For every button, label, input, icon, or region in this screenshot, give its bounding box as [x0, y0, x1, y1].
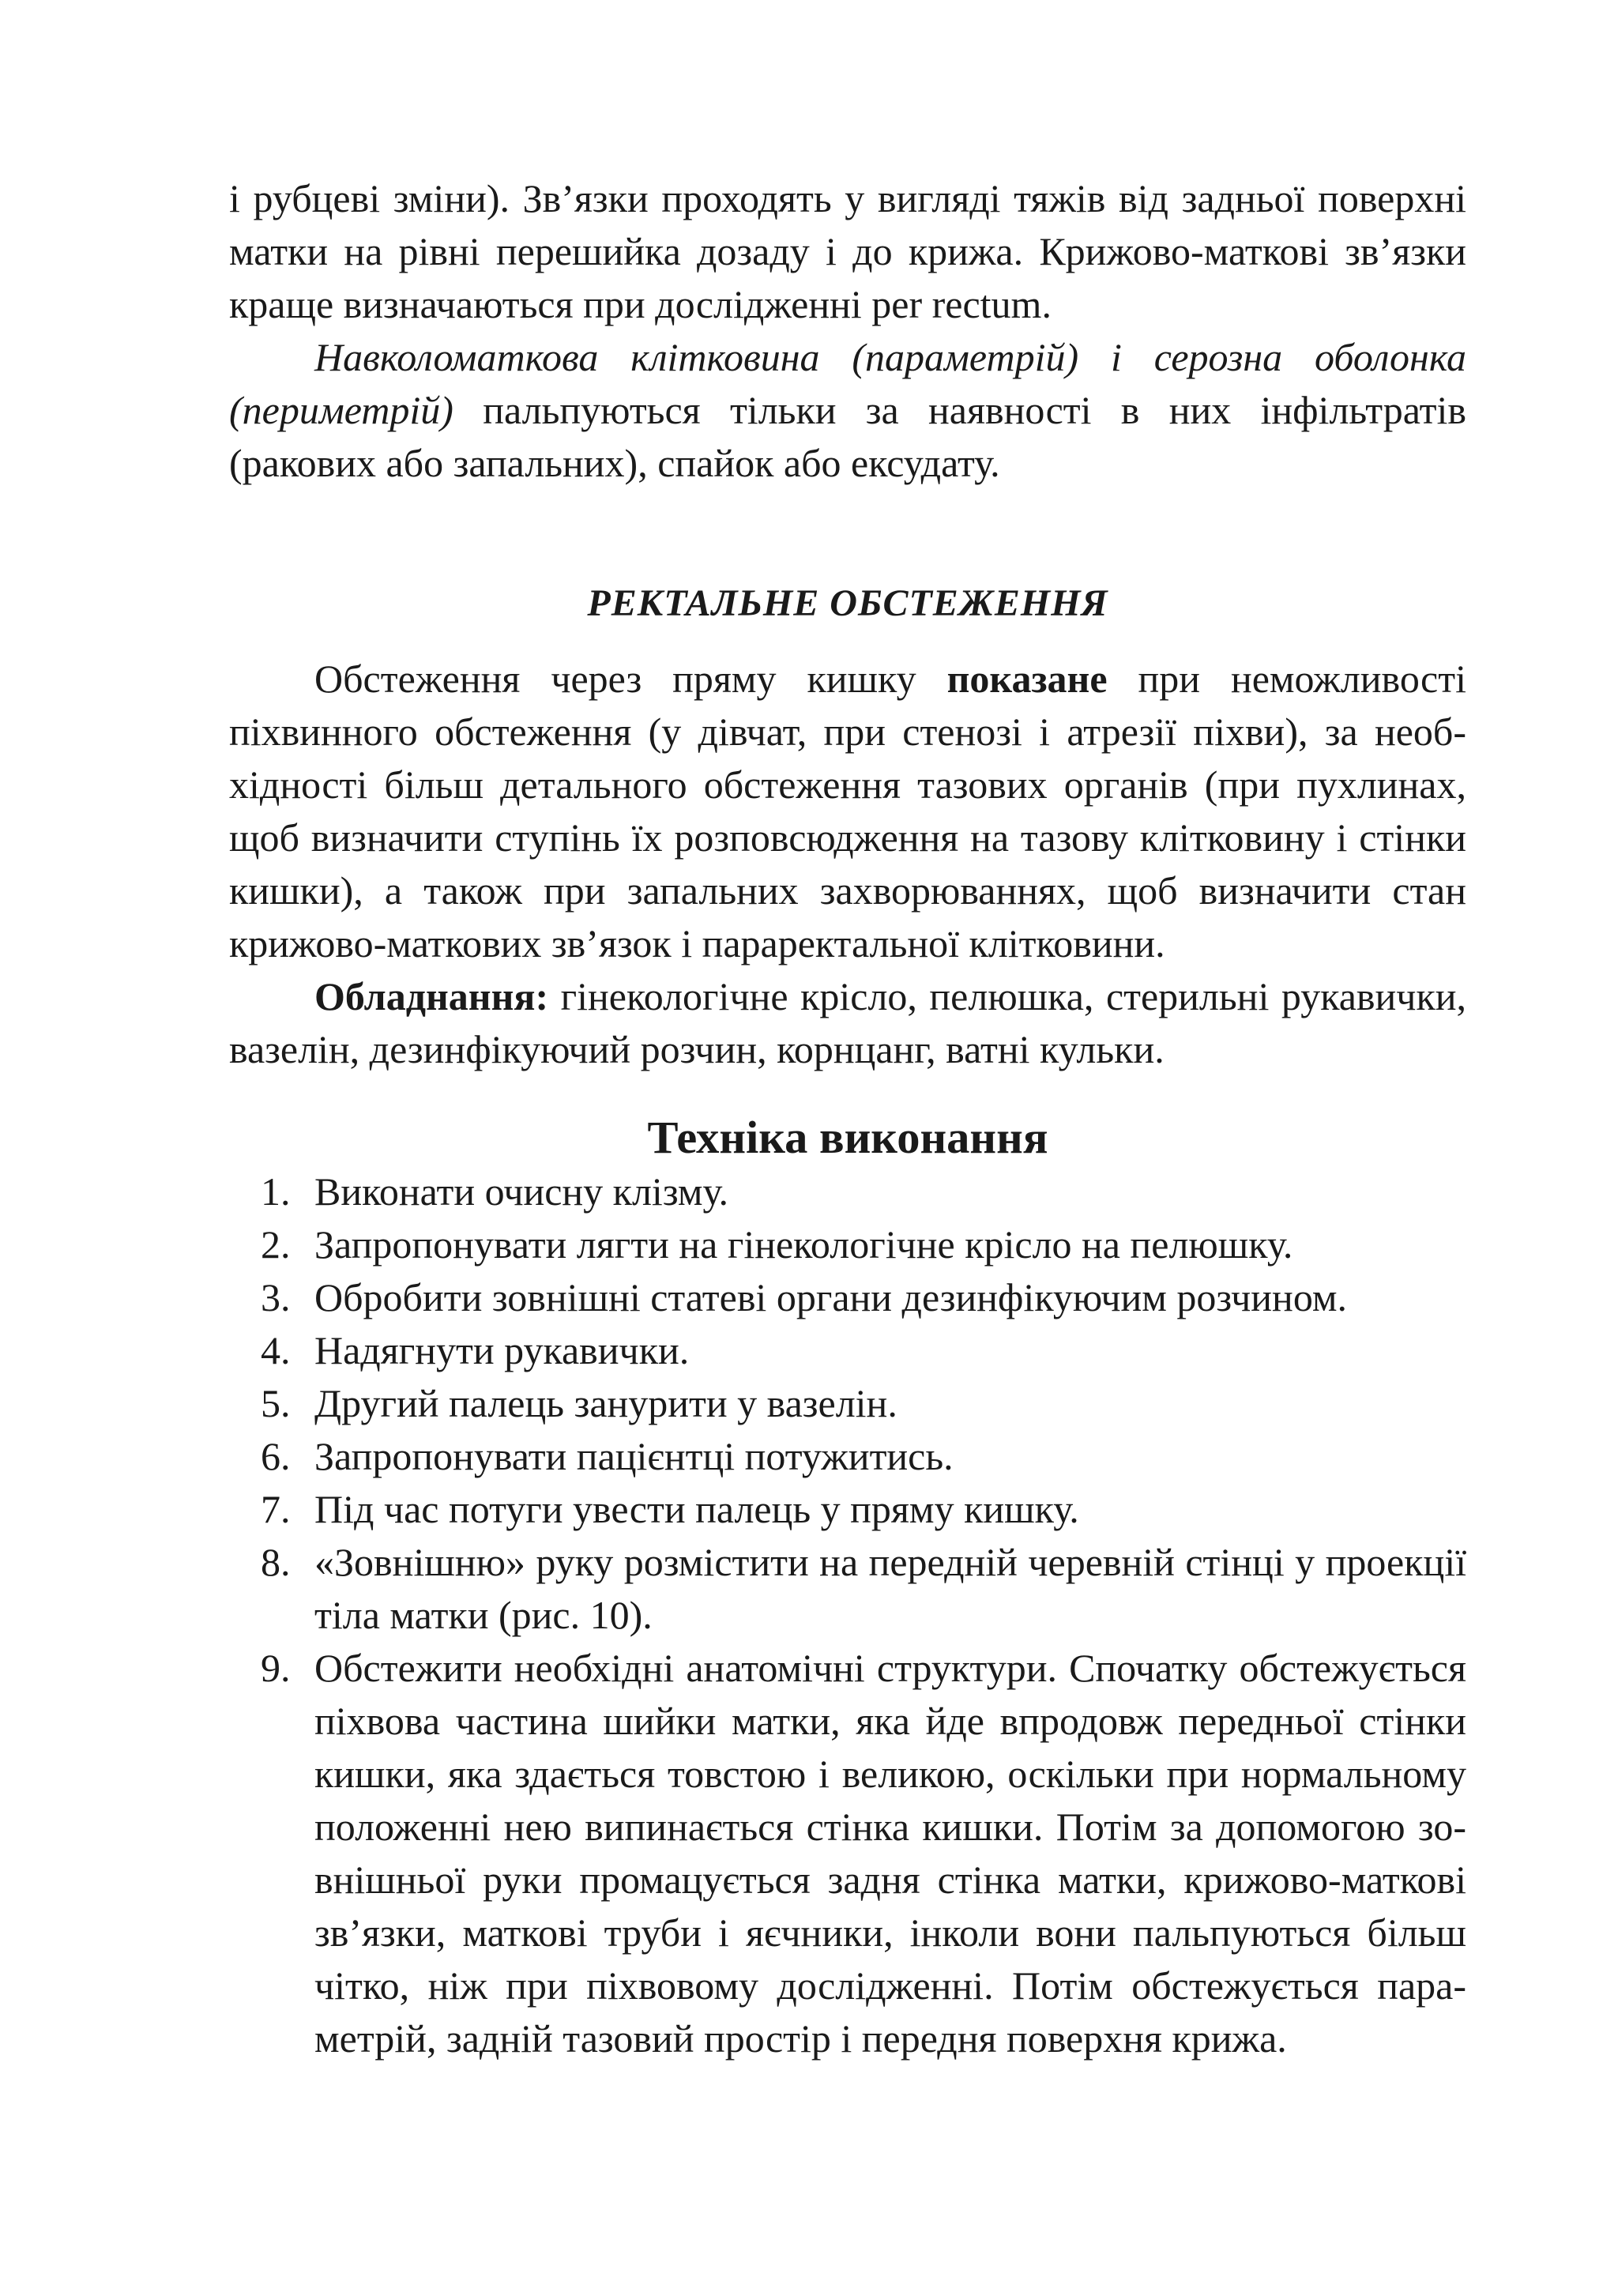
indication-paragraph	[229, 653, 1466, 970]
step-item	[229, 1642, 1466, 2065]
equipment-label: Обладнання:	[314, 974, 549, 1018]
step-item	[229, 1483, 1466, 1536]
step-item	[229, 1271, 1466, 1324]
equipment-text: гінекологічне крісло, пелюшка, стерильні рукавички, вазелін, дезинфікуючий розчин, корнцанг, ватні кульки.	[229, 974, 1466, 1071]
step-number: 1.	[261, 1169, 291, 1214]
step-number: 8.	[261, 1540, 291, 1584]
step-text: Надягнути рукавички.	[314, 1328, 690, 1372]
step-text: Обстежити необхідні анатомічні структури. Спочатку обстежується піхвова частина шийки матки, яка йде впродовж передньої стінки кишки, яка здається товстою і великою, оскільки при нормальному положенні нею випинається стінка кишки. Потім за допомогою зовнішньої руки промацується задня стінка матки, крижово-маткові зв’язки, маткові труби і яєчники, інколи вони пальпуються більш чітко, ніж при піхвовому дослідженні. Потім обстежується параметрій, задній тазовий простір і передня поверхня крижа.	[314, 1646, 1466, 2061]
step-text: Виконати очисну клізму.	[314, 1169, 728, 1214]
step-text: Під час потуги увести палець у пряму кишку.	[314, 1487, 1079, 1531]
intro-paragraph-ligaments	[229, 172, 1466, 331]
step-item	[229, 1430, 1466, 1483]
step-item	[229, 1165, 1466, 1218]
technique-steps-block	[229, 1165, 1466, 2065]
step-text: Запропонувати лягти на гінекологічне крісло на пелюшку.	[314, 1222, 1293, 1267]
indication-rest: при неможливості піхвинного обстеження (у дівчат, при стенозі і атрезії піхви), за необхідності більш детального обстеження тазових органів (при пухлинах, щоб визначити ступінь їх розповсюдження на тазову клітковину і стінки кишки), а також при запальних захворюваннях, щоб визначити стан крижово-маткових зв’язок і параректальної клітковини.	[229, 657, 1466, 965]
section-title: РЕКТАЛЬНЕ ОБСТЕЖЕННЯ	[587, 582, 1108, 624]
intro-block	[229, 172, 1466, 490]
indication-bold: показане	[946, 657, 1108, 701]
intro-paragraph-ligaments-text: і рубцеві зміни). Зв’язки проходять у вигляді тяжів від задньої поверхні матки на рівні перешийка дозаду і до крижа. Крижово-маткові зв’язки краще визначаються при дослідженні per rectum.	[229, 176, 1466, 326]
step-item	[229, 1536, 1466, 1642]
step-text: Обробити зовнішні статеві органи дезинфікуючим розчином.	[314, 1275, 1348, 1319]
step-number: 2.	[261, 1222, 291, 1267]
step-number: 9.	[261, 1646, 291, 1690]
technique-steps-list	[229, 1165, 1466, 2065]
step-text: «Зовнішню» руку розмістити на передній черевній стінці у проекції тіла матки (рис. 10).	[314, 1540, 1466, 1637]
step-item	[229, 1324, 1466, 1377]
step-item	[229, 1377, 1466, 1430]
step-number: 5.	[261, 1381, 291, 1425]
step-number: 6.	[261, 1434, 291, 1478]
technique-title: Техніка виконання	[647, 1112, 1048, 1163]
intro-paragraph-parametrium	[229, 331, 1466, 490]
equipment-paragraph	[229, 970, 1466, 1076]
step-number: 7.	[261, 1487, 291, 1531]
section-body	[229, 653, 1466, 1076]
parametrium-text: пальпуються тільки за наявності в них інфільтратів (ракових або запальних), спайок або ексудату.	[229, 388, 1466, 485]
step-number: 4.	[261, 1328, 291, 1372]
step-text: Запропонувати пацієнтці потужитись.	[314, 1434, 954, 1478]
step-item	[229, 1218, 1466, 1271]
parametrium-italic-term: Навколоматкова клітковина (параметрій) і серозна оболонка (периметрій)	[229, 335, 1466, 432]
step-number: 3.	[261, 1275, 291, 1319]
step-text: Другий палець занурити у вазелін.	[314, 1381, 897, 1425]
indication-lead: Обстеження через пряму кишку	[314, 657, 947, 701]
